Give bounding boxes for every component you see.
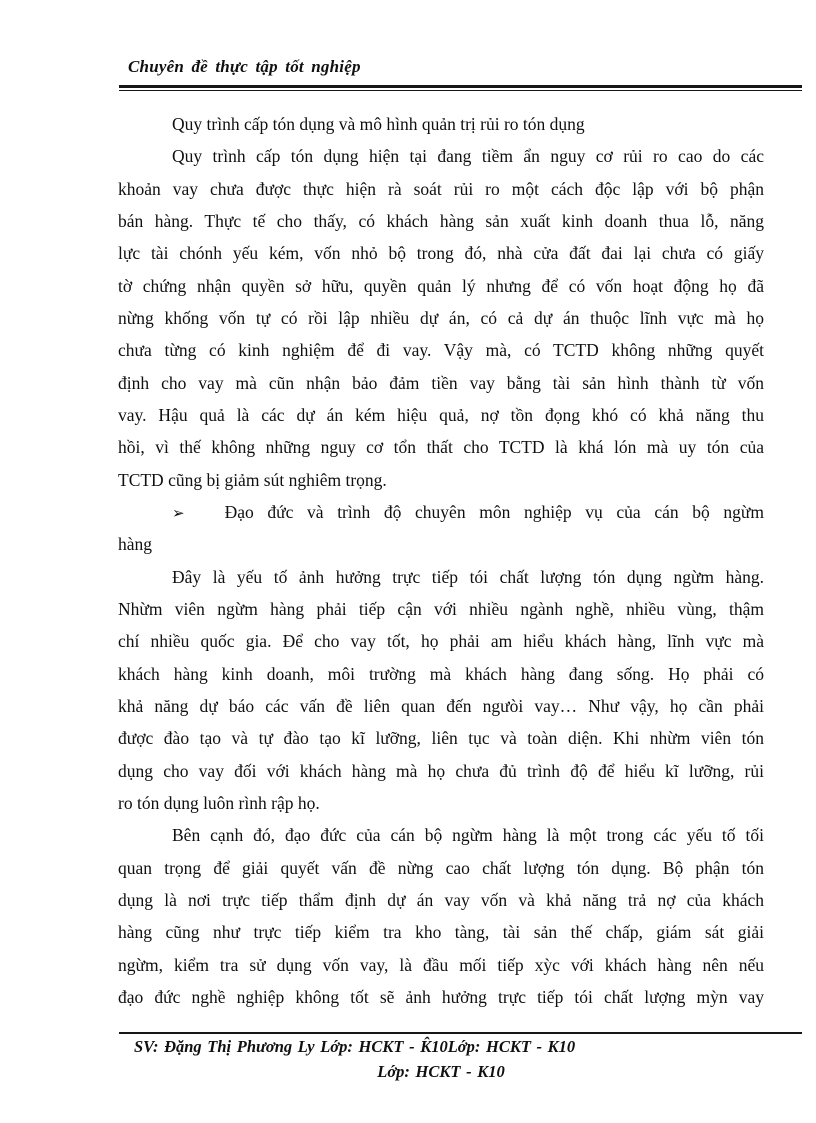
text-line: được đào tạo và tự đào tạo kĩ lưỡng, liên tục và toàn diện. Khi nhừm viên tón <box>118 728 764 749</box>
footer-divider-rule <box>119 1032 802 1034</box>
text-line: Quy trình cấp tón dụng hiện tại đang tiềm ẩn nguy cơ rủi ro cao do các <box>172 146 764 167</box>
text-line: dụng là nơi trực tiếp thẩm định dự án vay vốn và khả năng trả nợ của khách <box>118 889 764 910</box>
text-line: vay. Hậu quả là các dự án kém hiệu quả, nợ tồn đọng khó có khả năng thu <box>118 404 764 425</box>
text-line: khoản vay chưa được thực hiện rà soát rủi ro một cách độc lập với bộ phận <box>118 178 764 199</box>
text-line: chưa từng có kinh nghiệm để đi vay. Vậy mà, có TCTD không những quyết <box>118 340 764 361</box>
text-line: hàng cũng như trực tiếp kiểm tra kho tàng, tài sản thế chấp, giám sát giải <box>118 922 764 943</box>
text-line: đạo đức nghề nghiệp không tốt sẽ ảnh hưởng trực tiếp tói chất lượng mỳn vay <box>118 986 764 1007</box>
text-line: tờ chứng nhận quyền sở hữu, quyền quản lý nhưng để có vốn hoạt động họ đã <box>118 275 764 296</box>
bullet-item-text: Đạo đức và trình độ chuyên môn nghiệp vụ của cán bộ ngừm <box>224 501 764 522</box>
text-line: ngừm, kiểm tra sử dụng vốn vay, là đầu mối tiếp xỳc với khách hàng nên nếu <box>118 954 764 975</box>
text-line: hàng <box>118 534 153 555</box>
text-line: Đây là yếu tố ảnh hưởng trực tiếp tói chất lượng tón dụng ngừm hàng. <box>172 566 764 587</box>
text-line: TCTD cũng bị giảm sút nghiêm trọng. <box>118 469 387 490</box>
text-line: ro tón dụng luôn rình rập họ. <box>118 792 320 813</box>
footer-class-line: Lớp: HCKT - K10 <box>377 1062 505 1081</box>
text-line: Bên cạnh đó, đạo đức của cán bộ ngừm hàng là một trong các yếu tố tối <box>172 825 764 846</box>
footer-student-line: SV: Đặng Thị Phương Ly Lớp: HCKT - K̂10Lớp: HCKT - K10 <box>134 1037 576 1056</box>
text-line: Nhừm viên ngừm hàng phải tiếp cận với nhiều ngành nghề, nhiều vùng, thậm <box>118 598 764 619</box>
text-line: quan trọng để giải quyết vấn đề nừng cao chất lượng tón dụng. Bộ phận tón <box>118 857 764 878</box>
text-line: chí nhiều quốc gia. Để cho vay tốt, họ phải am hiểu khách hàng, lĩnh vực mà <box>118 631 764 652</box>
header-divider-double-rule <box>119 85 802 91</box>
arrow-bullet-icon: ➢ <box>172 503 185 522</box>
text-line: bán hàng. Thực tế cho thấy, có khách hàng sản xuất kinh doanh thua lỗ, năng <box>118 210 764 231</box>
text-line: lực tài chónh yếu kém, vốn nhỏ bộ trong đó, nhà cửa đất đai lại chưa có giấy <box>118 243 764 264</box>
page-header-title: Chuyên đề thực tập tốt nghiệp <box>128 57 361 76</box>
text-line: khách hàng kinh doanh, môi trường mà khách hàng đang sống. Họ phải có <box>118 663 764 684</box>
text-line: khả năng dự báo các vấn đề liên quan đến ngưòi vay… Như vậy, họ cần phải <box>118 695 764 716</box>
document-body-text <box>118 108 764 1013</box>
text-line: dụng cho vay đối với khách hàng mà họ chưa đủ trình độ để hiểu kĩ lưỡng, rủi <box>118 760 764 781</box>
text-line: nừng khống vốn tự có rồi lập nhiều dự án, có cả dự án thuộc lĩnh vực mà họ <box>118 307 764 328</box>
text-line: hồi, vì thế không những nguy cơ tổn thất cho TCTD là khá lón mà uy tón của <box>118 437 764 458</box>
text-line <box>118 496 764 528</box>
text-line: định cho vay mà cũn nhận bảo đảm tiền vay bằng tài sản hình thành từ vốn <box>118 372 764 393</box>
text-line: Quy trình cấp tón dụng và mô hình quản trị rủi ro tón dụng <box>172 114 585 134</box>
